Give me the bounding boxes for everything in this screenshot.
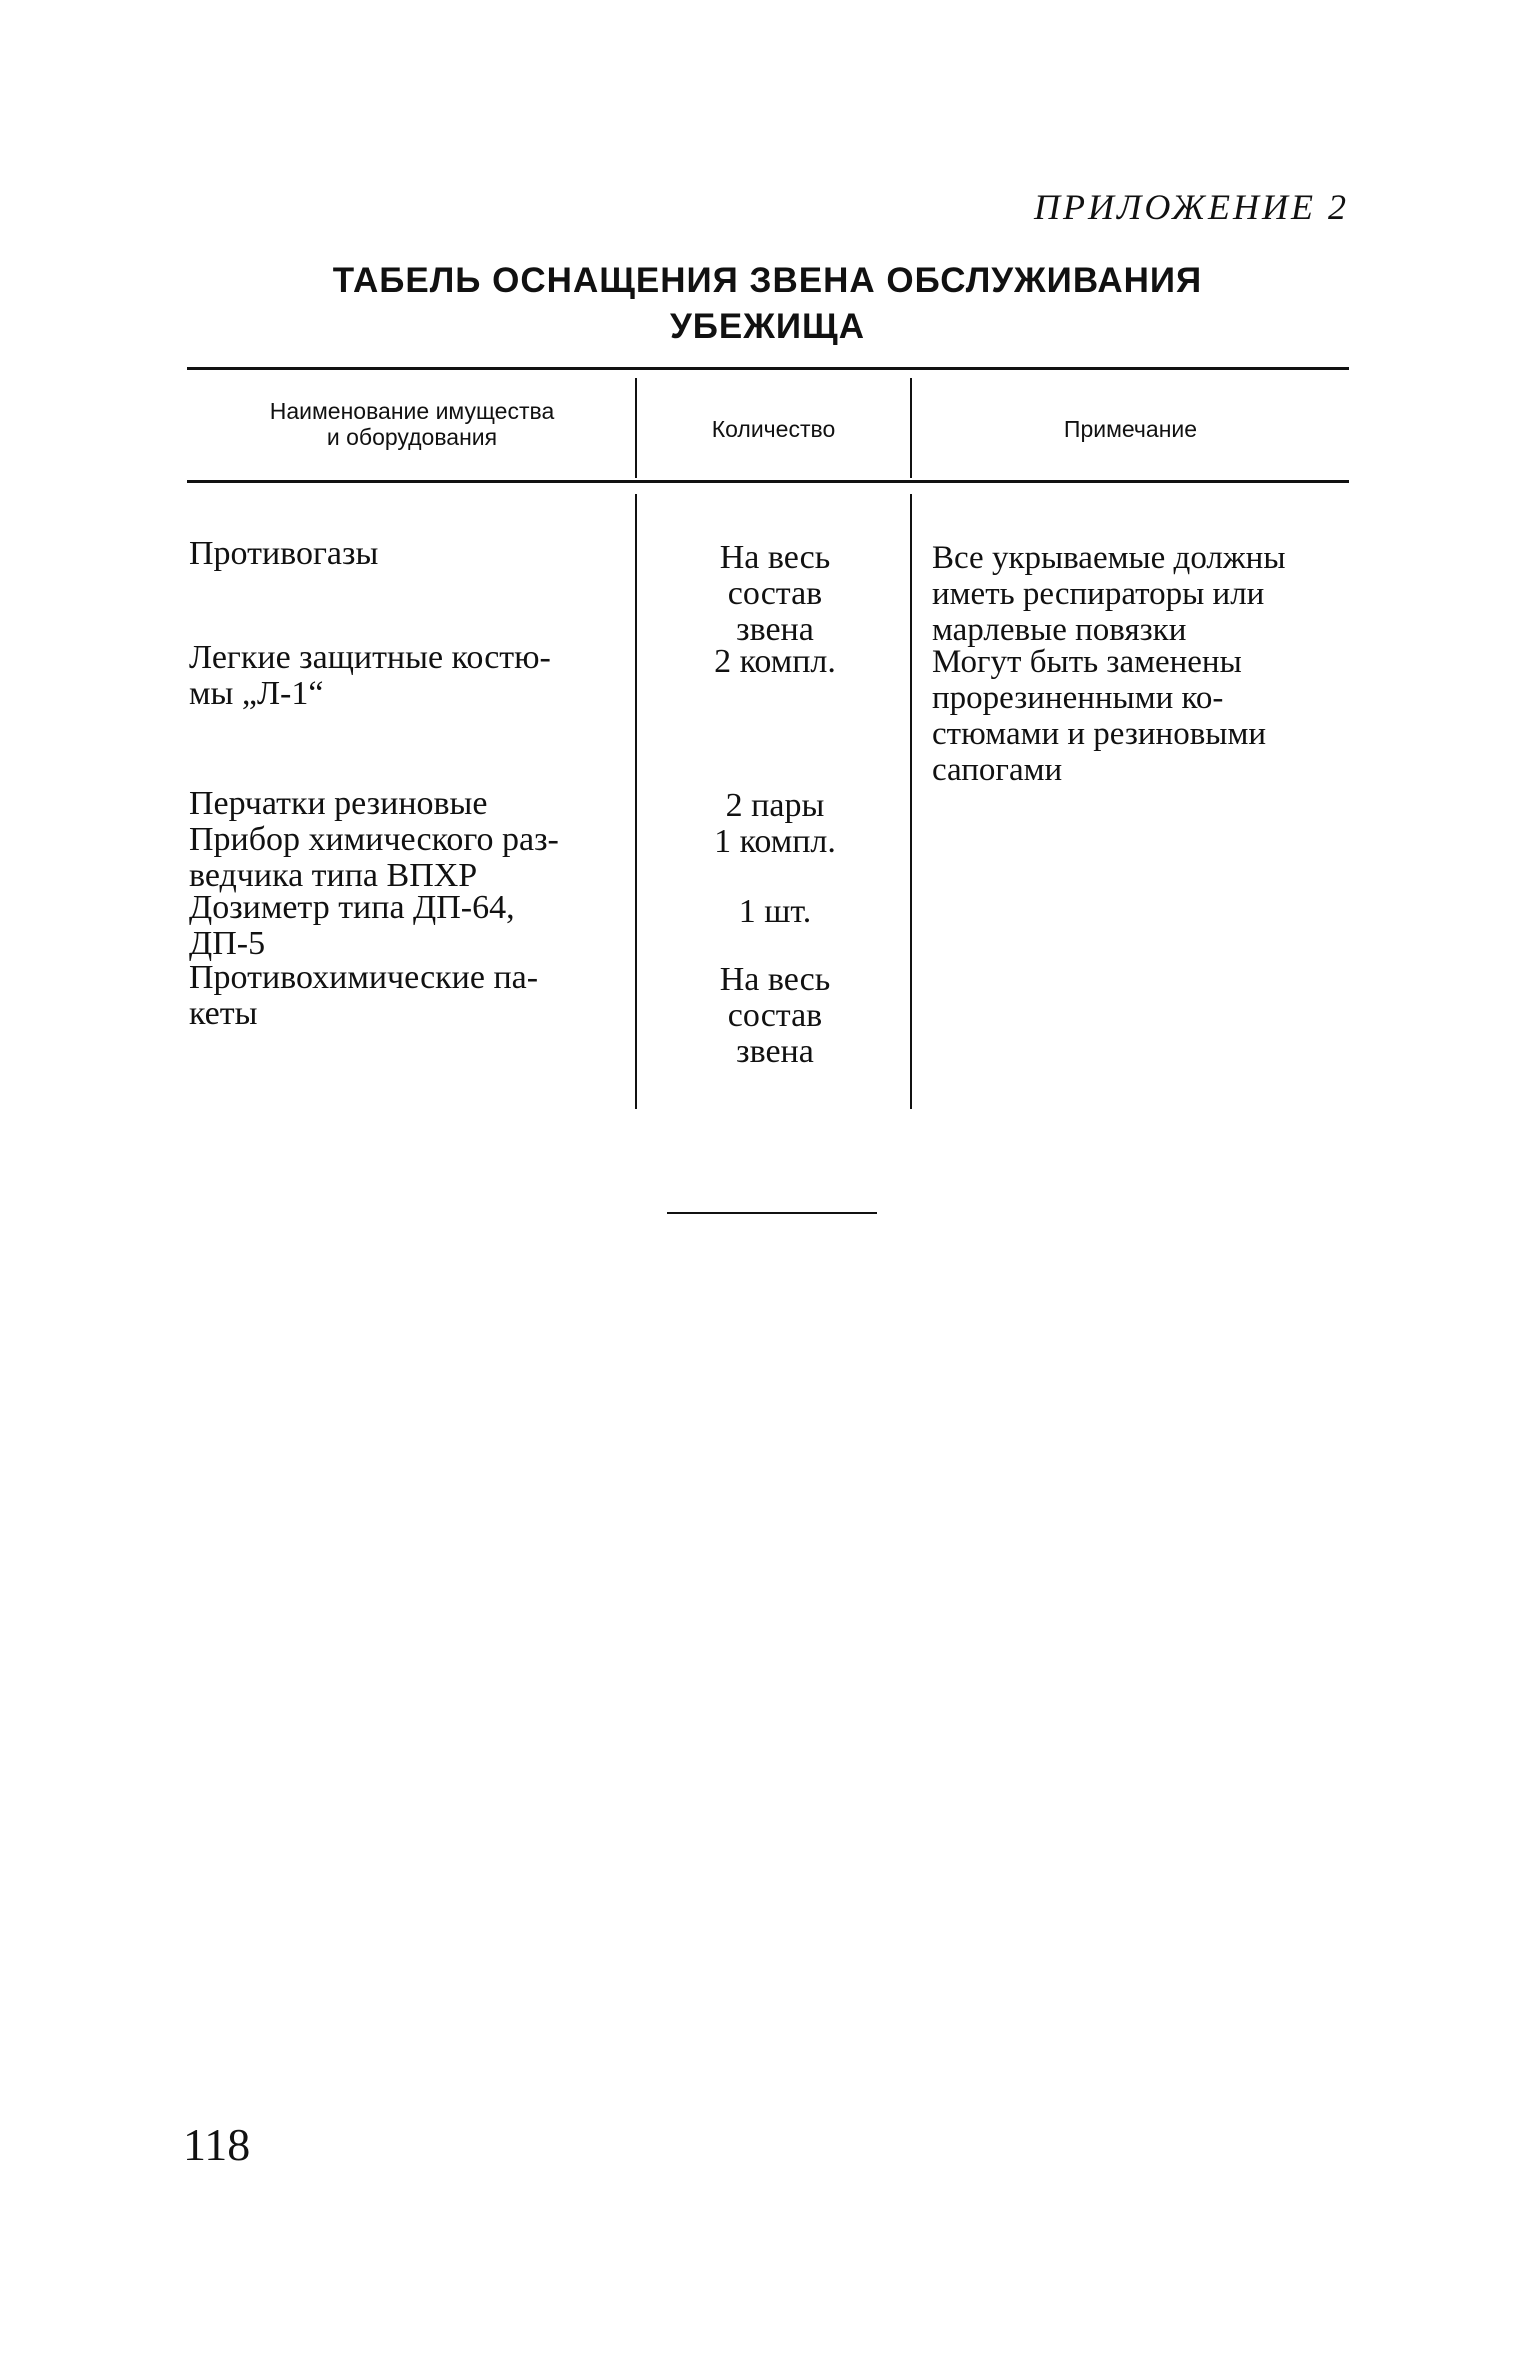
- row-3-name-cell-line: Перчатки резиновые: [189, 785, 488, 822]
- row-1-note-cell-line: Все укрываемые должны: [932, 540, 1286, 576]
- row-4-name-cell-line: Прибор химического раз-: [189, 821, 559, 858]
- row-2-name-cell-line: мы „Л-1“: [189, 675, 324, 712]
- header-quantity-column: Количество: [711, 416, 836, 442]
- header-name-column: [189, 398, 635, 450]
- row-1-quantity-cell-line: На весь: [719, 539, 831, 576]
- row-4-name-cell-line: ведчика типа ВПХР: [189, 857, 478, 894]
- row-2-note-cell-line: Могут быть заменены: [932, 644, 1242, 680]
- page-title: [0, 258, 1535, 350]
- row-3-quantity-cell-line: 2 пары: [725, 787, 825, 824]
- page-number: 118: [183, 2119, 251, 2170]
- row-2-note-cell: [932, 644, 1352, 788]
- column-divider-2-body: [910, 494, 912, 1109]
- row-6-quantity-cell-line: состав: [727, 997, 823, 1034]
- row-6-quantity-cell: [640, 962, 910, 1070]
- table-top-rule: [187, 367, 1349, 370]
- title-line-1: ТАБЕЛЬ ОСНАЩЕНИЯ ЗВЕНА ОБСЛУЖИВАНИЯ: [332, 261, 1203, 300]
- row-5-quantity-cell: [640, 894, 910, 930]
- header-name-line-1: Наименование имущества: [269, 398, 555, 424]
- row-1-quantity-cell-line: звена: [736, 611, 814, 648]
- header-name-line-2: и оборудования: [326, 424, 498, 450]
- column-divider-1-body: [635, 494, 637, 1109]
- row-2-name-cell: [189, 640, 619, 712]
- row-1-note-cell-line: иметь респираторы или: [932, 576, 1265, 612]
- row-1-note-cell: [932, 540, 1352, 648]
- row-4-quantity-cell: [640, 824, 910, 860]
- row-6-name-cell-line: кеты: [189, 995, 258, 1032]
- row-6-quantity-cell-line: звена: [736, 1033, 814, 1070]
- row-5-name-cell-line: ДП-5: [189, 925, 266, 962]
- header-note-column: Примечание: [1063, 416, 1198, 442]
- header-bottom-rule: [187, 480, 1349, 483]
- row-3-name-cell: [189, 786, 619, 822]
- title-line-2: УБЕЖИЩА: [669, 307, 865, 346]
- row-1-note-cell-line: марлевые повязки: [932, 612, 1187, 648]
- row-5-name-cell-line: Дозиметр типа ДП-64,: [189, 889, 515, 926]
- row-2-name-cell-line: Легкие защитные костю-: [189, 639, 551, 676]
- row-6-name-cell-line: Противохимические па-: [189, 959, 539, 996]
- row-1-quantity-cell: [640, 540, 910, 648]
- row-6-name-cell: [189, 960, 619, 1032]
- row-4-quantity-cell-line: 1 компл.: [714, 823, 836, 860]
- row-2-quantity-cell-line: 2 компл.: [714, 643, 836, 680]
- row-5-name-cell: [189, 890, 619, 962]
- row-2-note-cell-line: прорезиненными ко-: [932, 680, 1224, 716]
- row-1-quantity-cell-line: состав: [727, 575, 823, 612]
- row-4-name-cell: [189, 822, 619, 894]
- row-1-name-cell-line: Противогазы: [189, 535, 379, 572]
- row-1-name-cell: [189, 536, 619, 572]
- row-6-quantity-cell-line: На весь: [719, 961, 831, 998]
- row-2-note-cell-line: сапогами: [932, 752, 1063, 788]
- appendix-label: ПРИЛОЖЕНИЕ 2: [1034, 187, 1349, 227]
- end-rule: [667, 1212, 877, 1214]
- row-5-quantity-cell-line: 1 шт.: [738, 893, 812, 930]
- row-2-note-cell-line: стюмами и резиновыми: [932, 716, 1266, 752]
- row-3-quantity-cell: [640, 788, 910, 824]
- row-2-quantity-cell: [640, 644, 910, 680]
